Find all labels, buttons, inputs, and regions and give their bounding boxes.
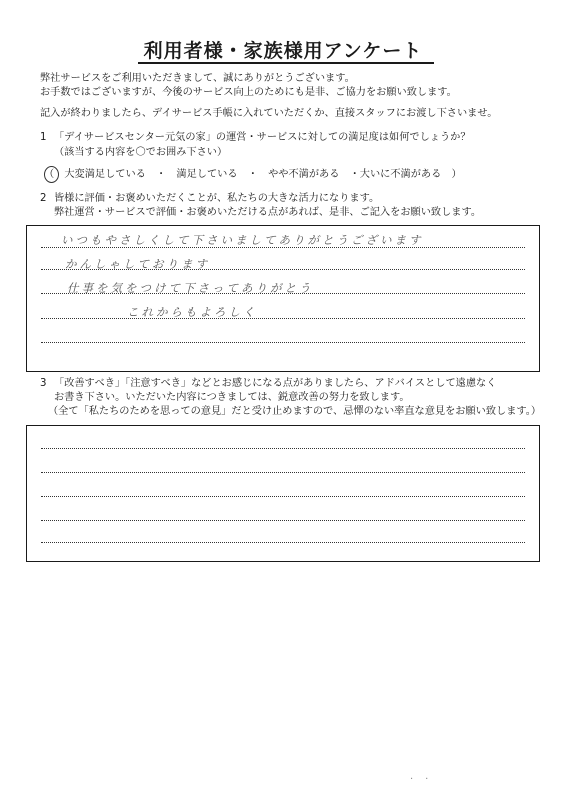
title-underline <box>138 62 434 64</box>
scan-speck: · · <box>410 774 430 785</box>
handwritten-answer-line-1: いつもやさしくして下さいましてありがとうございます <box>61 233 424 247</box>
q1-text: 「デイサービスセンター元気の家」の運営・サービスに対しての満足度は如何でしょうか？ <box>54 132 471 143</box>
handwritten-answer-line-3: 仕事を気をつけて下さってありがとう <box>67 281 314 295</box>
intro-line-2: お手数ではございますが、今後のサービス向上のためにも是非、ご協力をお願い致します。 <box>40 87 457 98</box>
q2-number: 2 <box>40 193 47 204</box>
handwritten-answer-line-2: かんしゃしております <box>65 257 210 271</box>
writing-line <box>41 520 525 521</box>
writing-line <box>41 448 525 449</box>
q3-number: 3 <box>40 378 47 389</box>
writing-line <box>41 472 525 473</box>
q1-options: （ 大変満足している ・ 満足している ・ やや不満がある ・大いに不満がある ） <box>44 169 462 180</box>
page-title: 利用者様・家族様用アンケート <box>143 40 423 62</box>
intro-line-1: 弊社サービスをご利用いただきまして、誠にありがとうございます。 <box>40 73 355 84</box>
writing-line <box>41 318 525 319</box>
handwritten-answer-line-4: これからもよろしく <box>127 305 258 319</box>
q2-text: 皆様に評価・お褒めいただくことが、私たちの大きな活力になります。 <box>54 193 380 204</box>
q1-note: （該当する内容を〇でお囲み下さい） <box>54 147 228 158</box>
intro-line-3: 記入が終わりましたら、デイサービス手帳に入れていただくか、直接スタッフにお渡し下さいませ。 <box>40 108 498 119</box>
writing-line <box>41 542 525 543</box>
writing-line <box>41 342 525 343</box>
handwritten-circle-mark <box>44 166 59 183</box>
q3-text-2: お書き下さい。いただいた内容につきましては、鋭意改善の努力を致します。 <box>54 392 410 403</box>
q1-number: 1 <box>40 132 47 143</box>
q3-text: 「改善すべき」「注意すべき」などとお感じになる点がありましたら、アドバイスとして遠慮なく <box>54 378 497 389</box>
q2-text-2: 弊社運営・サービスで評価・お褒めいただける点があれば、是非、ご記入をお願い致します。 <box>54 207 482 218</box>
q2-answer-box[interactable] <box>26 225 540 372</box>
writing-line <box>41 496 525 497</box>
q3-answer-box[interactable] <box>26 425 540 562</box>
q3-text-3: （全て「私たちのためを思っての意見」だと受け止めますので、忌憚のない率直な意見をお願い致します。） <box>48 406 542 417</box>
